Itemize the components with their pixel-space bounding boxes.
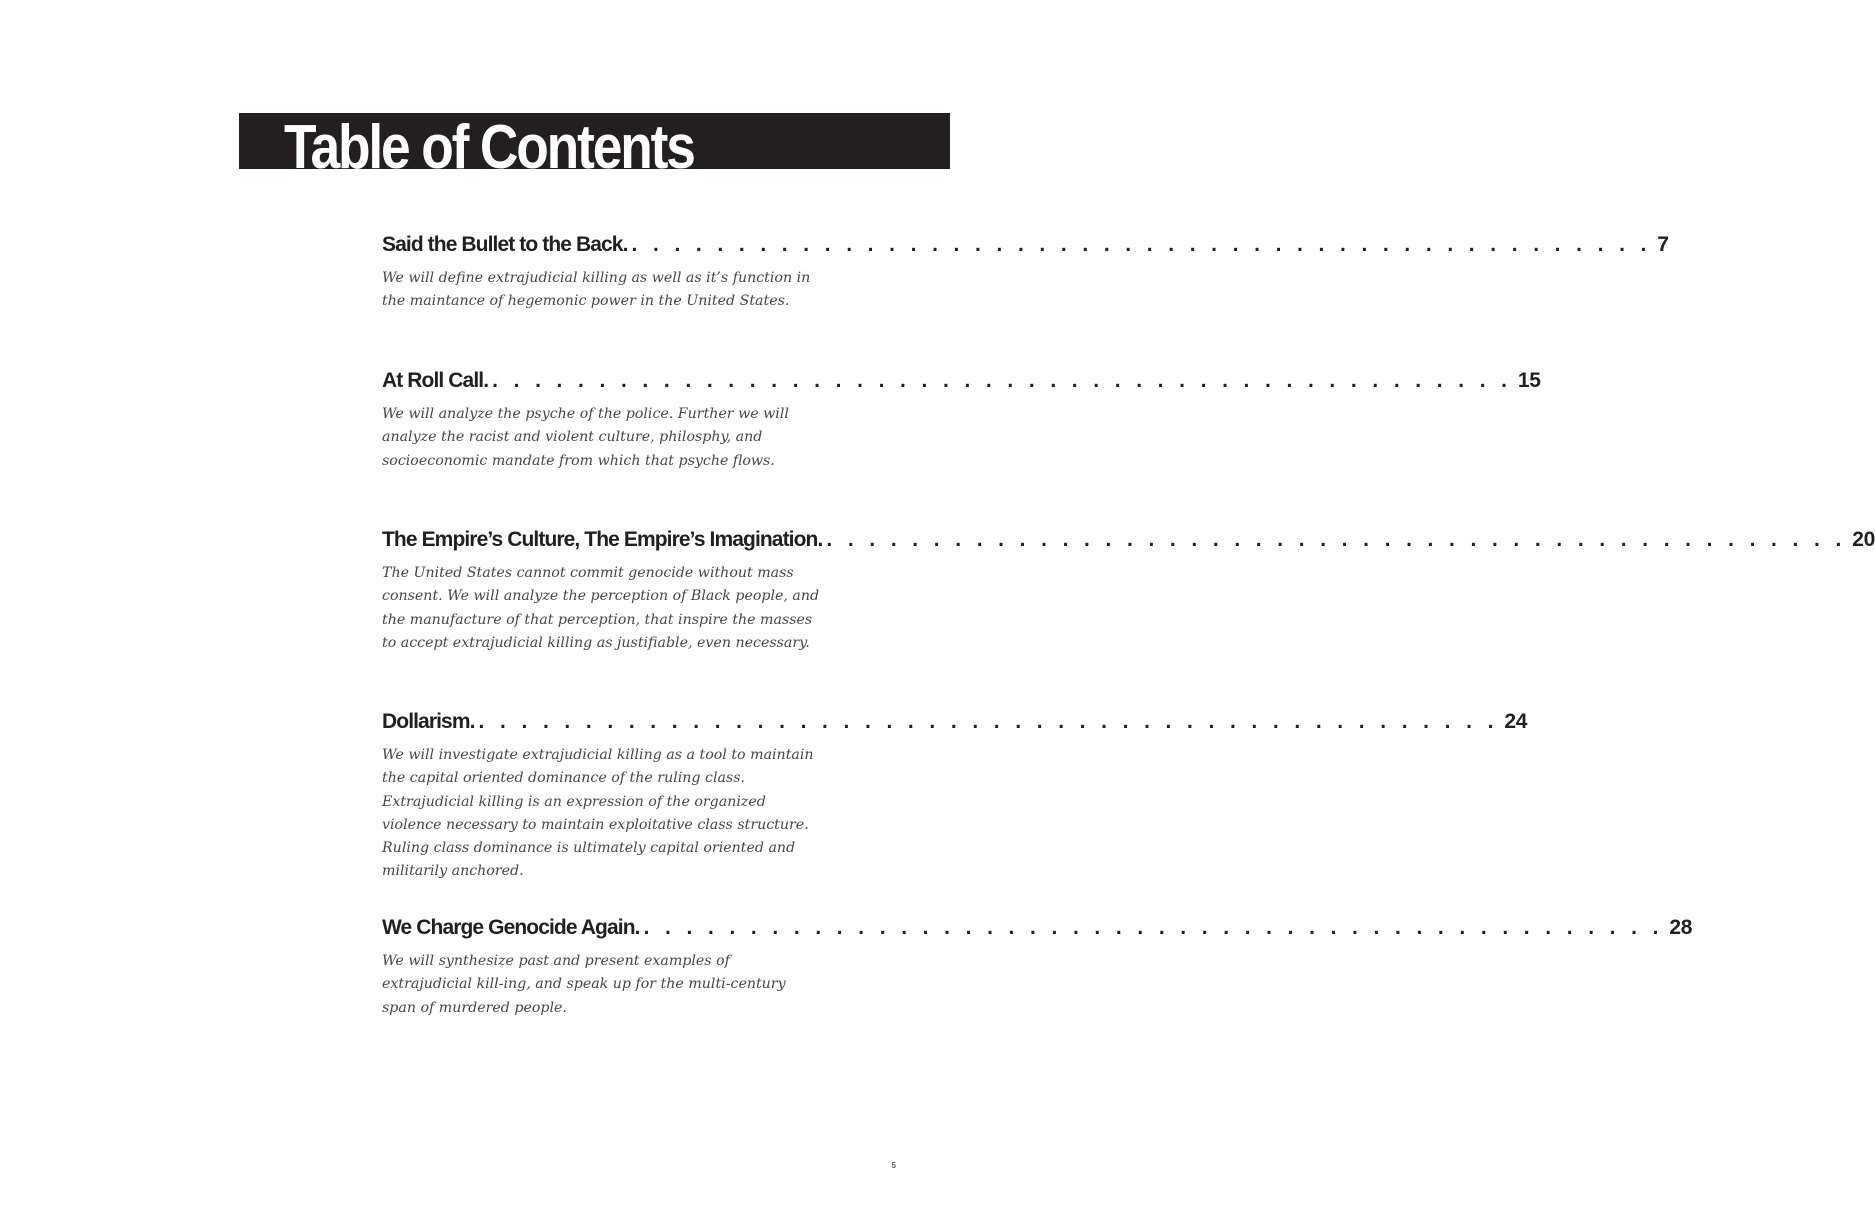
- toc-entry-description: We will synthesize past and present examples of extrajudicial kill-ing, and speak up for the multi-century span of murdered people.: [382, 953, 786, 1016]
- leader-dots: . . . . . . . . . . . . . . . . . . . . . . . . . . . . . . . . . . . . . . . . . . . . . . . .: [478, 710, 1499, 733]
- toc-entry-title[interactable]: Dollarism.: [382, 710, 475, 733]
- toc-entry-heading[interactable]: [382, 708, 1528, 736]
- toc-entry-description: We will define extrajudicial killing as well as it’s function in the maintance of hegemonic power in the United States.: [382, 270, 811, 310]
- toc-entry-heading[interactable]: [382, 914, 1693, 942]
- page-number: 5: [891, 1161, 896, 1170]
- toc-entry-page-number[interactable]: 28: [1669, 916, 1693, 939]
- leader-dots: . . . . . . . . . . . . . . . . . . . . . . . . . . . . . . . . . . . . . . . . . . . . . . . .: [643, 916, 1664, 939]
- toc-entry[interactable]: [382, 231, 1669, 314]
- toc-entry-heading[interactable]: [382, 231, 1669, 259]
- toc-entry-title[interactable]: We Charge Genocide Again.: [382, 916, 640, 939]
- toc-entry-description: We will investigate extrajudicial killing as a tool to maintain the capital oriented dominance of the ruling class. Extrajudicial killing is an expression of the organized violence necessary to maintain exploitative class structure. Ruling class dominance is ultimately capital oriented and militarily anchored.: [382, 747, 814, 880]
- leader-dots: . . . . . . . . . . . . . . . . . . . . . . . . . . . . . . . . . . . . . . . . . . . . . . . .: [492, 369, 1512, 392]
- toc-entry[interactable]: [382, 526, 1875, 655]
- toc-entry-description: We will analyze the psyche of the police. Further we will analyze the racist and violent culture, philosphy, and socioeconomic mandate from which that psyche flows.: [382, 406, 789, 469]
- toc-entry-title[interactable]: Said the Bullet to the Back.: [382, 233, 628, 256]
- toc-entry[interactable]: [382, 914, 1693, 1020]
- toc-entry-title[interactable]: The Empire’s Culture, The Empire’s Imagination.: [382, 528, 823, 551]
- toc-entry[interactable]: [382, 708, 1528, 884]
- toc-entry-page-number[interactable]: 7: [1657, 233, 1669, 256]
- toc-entry-page-number[interactable]: 20: [1852, 528, 1875, 551]
- leader-dots: . . . . . . . . . . . . . . . . . . . . . . . . . . . . . . . . . . . . . . . . . . . . . . . .: [826, 528, 1847, 551]
- page-title: Table of Contents: [284, 113, 694, 182]
- toc-entry-heading[interactable]: [382, 526, 1875, 554]
- leader-dots: . . . . . . . . . . . . . . . . . . . . . . . . . . . . . . . . . . . . . . . . . . . . . . . .: [631, 233, 1652, 256]
- toc-entry-heading[interactable]: [382, 367, 1541, 395]
- toc-entry[interactable]: [382, 367, 1541, 473]
- toc-entry-page-number[interactable]: 15: [1517, 369, 1541, 392]
- toc-entry-title[interactable]: At Roll Call.: [382, 369, 489, 392]
- toc-entry-page-number[interactable]: 24: [1504, 710, 1528, 733]
- toc-entry-description: The United States cannot commit genocide without mass consent. We will analyze the perception of Black people, and the manufacture of that perception, that inspire the masses to accept extrajudicial killing as justifiable, even necessary.: [382, 565, 820, 651]
